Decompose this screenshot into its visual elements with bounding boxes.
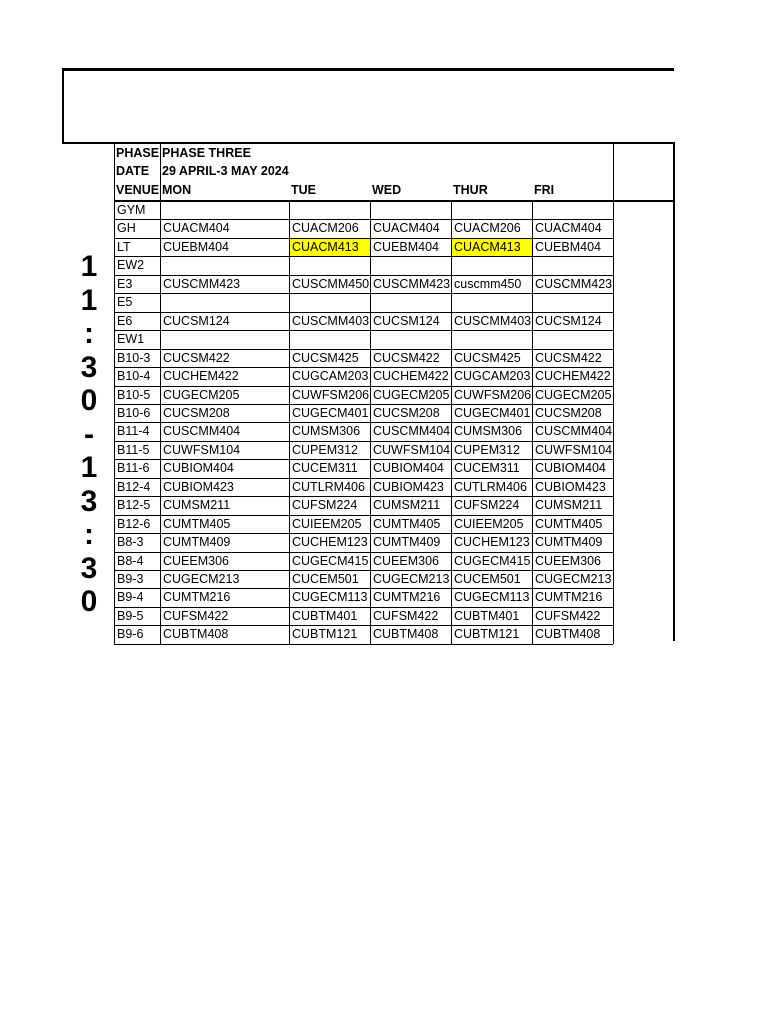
course-cell: CUGECM213 bbox=[373, 572, 450, 586]
time-slot-label bbox=[70, 250, 108, 619]
course-cell: CUGECM113 bbox=[454, 590, 530, 605]
course-cell: CUBTM408 bbox=[535, 627, 601, 642]
course-cell: CUTLRM406 bbox=[454, 479, 527, 494]
course-cell: CUFSM224 bbox=[292, 498, 358, 513]
course-cell: CUMTM216 bbox=[373, 590, 441, 605]
course-cell: CUIEEM205 bbox=[454, 516, 524, 531]
course-cell: CUCSM425 bbox=[454, 350, 521, 365]
course-cell bbox=[290, 294, 370, 311]
course-cell bbox=[290, 331, 370, 348]
course-cell: CUMTM405 bbox=[373, 516, 441, 531]
course-cell: CUACM206 bbox=[454, 221, 521, 236]
time-char: - bbox=[84, 417, 94, 451]
venue-cell: LT bbox=[117, 239, 131, 254]
course-cell bbox=[161, 202, 289, 219]
course-cell: CUCEM501 bbox=[454, 572, 521, 586]
course-cell bbox=[533, 331, 613, 348]
course-cell bbox=[452, 257, 532, 274]
course-cell: CUMTM216 bbox=[535, 590, 603, 605]
course-cell bbox=[452, 294, 532, 311]
course-cell bbox=[371, 202, 451, 219]
venue-cell: B8-4 bbox=[117, 553, 144, 568]
course-cell: CUGECM205 bbox=[373, 387, 450, 402]
course-cell: CUBIOM404 bbox=[373, 461, 444, 476]
course-cell: CUSCMM423 bbox=[373, 276, 451, 291]
course-cell: CUGECM415 bbox=[454, 553, 531, 568]
course-cell: CUMSM306 bbox=[292, 424, 361, 439]
course-cell: CUCSM124 bbox=[163, 313, 230, 328]
table-right-border bbox=[673, 143, 675, 641]
course-cell bbox=[290, 257, 370, 274]
course-cell: CUBIOM404 bbox=[163, 461, 234, 476]
time-char: : bbox=[84, 317, 94, 350]
course-cell: CUMSM211 bbox=[163, 498, 231, 513]
day-header-tue: TUE bbox=[291, 183, 316, 197]
course-cell bbox=[161, 257, 289, 274]
course-cell: CUCHEM123 bbox=[292, 535, 368, 550]
venue-cell: E3 bbox=[117, 276, 133, 291]
venue-cell: B9-6 bbox=[117, 627, 144, 642]
course-cell: CUMTM409 bbox=[535, 535, 603, 550]
venue-cell: E6 bbox=[117, 313, 133, 328]
course-cell bbox=[161, 294, 289, 311]
course-cell: cuscmm450 bbox=[454, 276, 522, 291]
course-cell: CUIEEM205 bbox=[292, 516, 362, 531]
course-cell: CUPEM312 bbox=[292, 442, 358, 457]
venue-cell: GH bbox=[117, 221, 136, 236]
course-cell bbox=[533, 257, 613, 274]
course-cell: CUGCAM203 bbox=[454, 369, 531, 384]
time-char: 0 bbox=[80, 585, 98, 618]
course-cell: CUMTM405 bbox=[535, 516, 603, 531]
course-cell: CUSCMM404 bbox=[535, 424, 613, 439]
venue-cell: B10-5 bbox=[117, 387, 151, 402]
course-cell: CUBTM408 bbox=[163, 627, 229, 642]
course-cell: CUTLRM406 bbox=[292, 479, 365, 494]
course-cell bbox=[452, 331, 532, 348]
course-cell: CUCHEM422 bbox=[163, 369, 239, 384]
course-cell: CUCEM311 bbox=[454, 461, 520, 476]
course-cell: CUMTM409 bbox=[373, 535, 441, 550]
title-box bbox=[62, 68, 674, 142]
course-cell: CUEEM306 bbox=[535, 553, 601, 568]
course-cell: CUWFSM104 bbox=[163, 442, 241, 457]
venue-cell: B12-4 bbox=[117, 479, 151, 494]
course-cell: CUBIOM423 bbox=[163, 479, 234, 494]
venue-cell: E5 bbox=[117, 295, 133, 310]
venue-cell: B8-3 bbox=[117, 535, 144, 550]
course-cell: CUSCMM404 bbox=[373, 424, 451, 439]
course-cell bbox=[452, 202, 532, 219]
course-cell: CUCSM208 bbox=[163, 405, 230, 420]
venue-header: VENUE bbox=[116, 183, 160, 197]
course-cell: CUBIOM423 bbox=[535, 479, 606, 494]
day-header-mon: MON bbox=[162, 183, 192, 197]
course-cell: CUGECM401 bbox=[292, 405, 369, 420]
course-cell: CUBIOM404 bbox=[535, 461, 606, 476]
course-cell: CUCSM422 bbox=[535, 350, 602, 365]
course-cell: CUCSM422 bbox=[373, 350, 440, 365]
course-cell: CUBTM121 bbox=[454, 627, 520, 642]
course-cell: CUCSM124 bbox=[535, 313, 602, 328]
course-cell: CUACM404 bbox=[373, 221, 440, 236]
course-cell: CUFSM422 bbox=[535, 608, 601, 623]
course-cell: CUGCAM203 bbox=[292, 369, 369, 384]
course-cell: CUGECM415 bbox=[292, 553, 369, 568]
venue-cell: B9-4 bbox=[117, 590, 144, 605]
date-label: DATE bbox=[116, 164, 150, 178]
course-cell bbox=[533, 202, 613, 219]
day-header-thur: THUR bbox=[453, 183, 488, 197]
course-cell: CUCSM124 bbox=[373, 313, 440, 328]
course-cell: CUEEM306 bbox=[373, 553, 439, 568]
time-char: 3 bbox=[80, 484, 98, 518]
time-char: : bbox=[84, 518, 94, 551]
course-cell: CUEBM404 bbox=[163, 239, 229, 254]
course-cell: CUCHEM422 bbox=[535, 369, 611, 384]
course-cell: CUMTM216 bbox=[163, 590, 231, 605]
venue-cell: B10-4 bbox=[117, 369, 151, 384]
course-cell: CUCSM422 bbox=[163, 350, 230, 365]
phase-label: PHASE bbox=[116, 146, 160, 160]
venue-cell: B11-6 bbox=[117, 461, 150, 476]
course-cell: CUWFSM206 bbox=[454, 387, 532, 402]
course-cell: CUCEM501 bbox=[292, 572, 359, 586]
course-cell: CUBTM121 bbox=[292, 627, 358, 642]
course-cell: CUBTM408 bbox=[373, 627, 439, 642]
course-cell: CUSCMM423 bbox=[163, 276, 241, 291]
course-cell: CUCHEM422 bbox=[373, 369, 449, 384]
venue-cell: B12-6 bbox=[117, 516, 151, 531]
course-cell: CUACM413 bbox=[290, 239, 370, 256]
course-cell bbox=[371, 331, 451, 348]
venue-cell: GYM bbox=[117, 203, 146, 217]
course-cell: CUCSM425 bbox=[292, 350, 359, 365]
course-cell: CUSCMM404 bbox=[163, 424, 241, 439]
course-cell: CUACM413 bbox=[452, 239, 532, 256]
venue-cell: B10-6 bbox=[117, 405, 151, 420]
course-cell bbox=[371, 257, 451, 274]
course-cell: CUWFSM104 bbox=[373, 442, 451, 457]
course-cell: CUMSM306 bbox=[454, 424, 523, 439]
course-cell: CUEBM404 bbox=[535, 239, 601, 254]
venue-cell: EW2 bbox=[117, 258, 145, 273]
course-cell: CUGECM205 bbox=[163, 387, 240, 402]
course-cell bbox=[371, 294, 451, 311]
course-cell: CUFSM422 bbox=[373, 608, 439, 623]
course-cell: CUACM206 bbox=[292, 221, 359, 236]
course-cell: CUSCMM403 bbox=[454, 313, 532, 328]
course-cell: CUCSM208 bbox=[535, 405, 602, 420]
time-char: 3 bbox=[80, 350, 98, 384]
time-char: 1 bbox=[80, 283, 98, 317]
venue-cell: EW1 bbox=[117, 332, 145, 347]
course-cell: CUSCMM423 bbox=[535, 276, 613, 291]
venue-cell: B9-3 bbox=[117, 572, 144, 586]
row-divider bbox=[114, 644, 613, 645]
grid-vline bbox=[613, 144, 614, 644]
venue-cell: B10-3 bbox=[117, 350, 151, 365]
course-cell: CUMTM405 bbox=[163, 516, 231, 531]
venue-cell: B12-5 bbox=[117, 498, 151, 513]
venue-cell: B11-4 bbox=[117, 424, 150, 439]
venue-cell: B9-5 bbox=[117, 608, 144, 623]
course-cell: CUMSM211 bbox=[373, 498, 441, 513]
course-cell: CUCSM208 bbox=[373, 405, 440, 420]
venue-cell: B11-5 bbox=[117, 442, 150, 457]
course-cell: CUWFSM206 bbox=[292, 387, 370, 402]
time-char: 1 bbox=[80, 250, 98, 283]
course-cell: CUGECM205 bbox=[535, 387, 612, 402]
course-cell: CUGECM401 bbox=[454, 405, 531, 420]
course-cell: CUMSM211 bbox=[535, 498, 603, 513]
course-cell: CUCEM311 bbox=[292, 461, 358, 476]
course-cell: CUGECM213 bbox=[535, 572, 612, 586]
course-cell: CUPEM312 bbox=[454, 442, 520, 457]
course-cell: CUBTM401 bbox=[454, 608, 520, 623]
course-cell: CUGECM213 bbox=[163, 572, 240, 586]
course-cell: CUCHEM123 bbox=[454, 535, 530, 550]
time-char: 0 bbox=[80, 384, 98, 417]
phase-value: PHASE THREE bbox=[162, 146, 251, 160]
time-char: 3 bbox=[80, 551, 98, 585]
course-cell: CUGECM113 bbox=[292, 590, 368, 605]
course-cell: CUSCMM450 bbox=[292, 276, 370, 291]
course-cell: CUACM404 bbox=[535, 221, 602, 236]
course-cell: CUFSM422 bbox=[163, 608, 229, 623]
course-cell: CUMTM409 bbox=[163, 535, 231, 550]
course-cell: CUACM404 bbox=[163, 221, 230, 236]
date-value: 29 APRIL-3 MAY 2024 bbox=[162, 164, 289, 178]
day-header-fri: FRI bbox=[534, 183, 555, 197]
course-cell: CUBTM401 bbox=[292, 608, 358, 623]
course-cell: CUWFSM104 bbox=[535, 442, 613, 457]
course-cell: CUEEM306 bbox=[163, 553, 229, 568]
course-cell: CUSCMM403 bbox=[292, 313, 370, 328]
day-header-wed: WED bbox=[372, 183, 402, 197]
course-cell: CUFSM224 bbox=[454, 498, 520, 513]
course-cell bbox=[290, 202, 370, 219]
course-cell bbox=[533, 294, 613, 311]
time-char: 1 bbox=[80, 451, 98, 484]
course-cell: CUBIOM423 bbox=[373, 479, 444, 494]
course-cell: CUEBM404 bbox=[373, 239, 439, 254]
course-cell bbox=[161, 331, 289, 348]
